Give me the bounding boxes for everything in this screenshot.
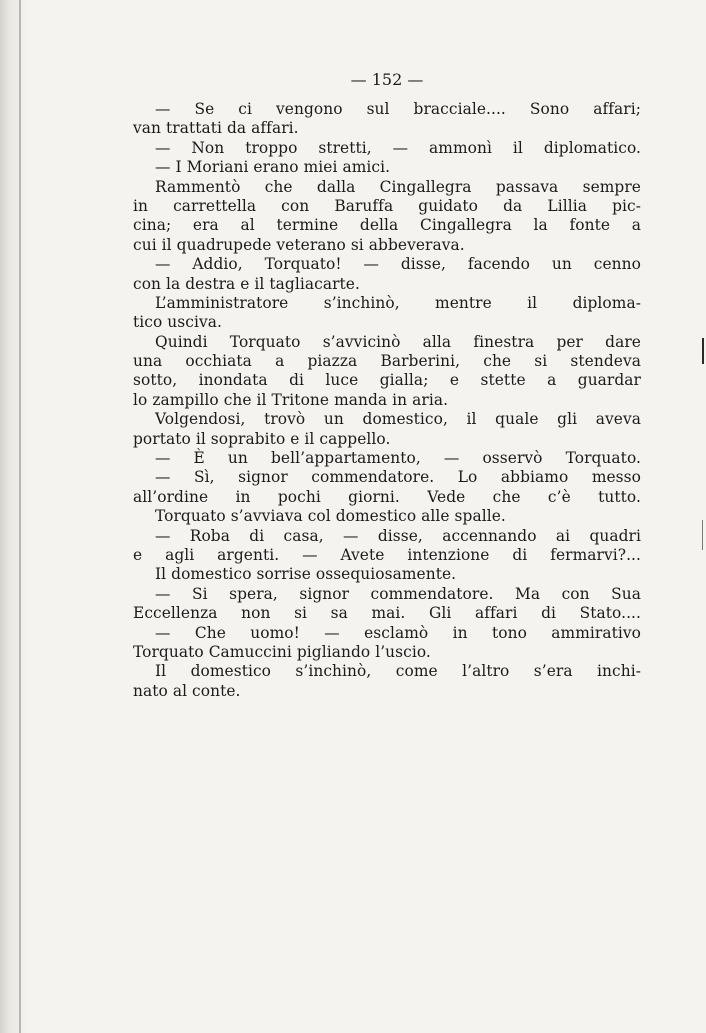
text-line: tico usciva. <box>133 313 222 332</box>
text-line: con la destra e il tagliacarte. <box>133 274 360 293</box>
page-number: — 152 — <box>350 70 424 89</box>
scan-edge-mark <box>702 338 704 364</box>
text-line: — Sì, signor commendatore. Lo abbiamo messo <box>155 468 641 487</box>
text-line: all’ordine in pochi giorni. Vede che c’è tutto. <box>133 487 641 506</box>
text-line: una occhiata a piazza Barberini, che si stendeva <box>133 352 641 371</box>
text-line: nato al conte. <box>133 681 241 700</box>
text-line: — Addio, Torquato! — disse, facendo un cenno <box>155 255 641 274</box>
page-binding-edge <box>0 0 28 1033</box>
text-line: sotto, inondata di luce gialla; e stette a guardar <box>133 371 641 390</box>
text-line: Volgendosi, trovò un domestico, il quale gli aveva <box>155 410 641 429</box>
scan-edge-mark <box>702 520 703 550</box>
text-line: in carrettella con Baruffa guidato da Lillia pic- <box>133 196 641 215</box>
body-text <box>133 100 641 701</box>
text-line: lo zampillo che il Tritone manda in aria. <box>133 390 449 409</box>
text-line: van trattati da affari. <box>133 119 299 138</box>
page-binding-shadow <box>19 0 21 1033</box>
text-line: Quindi Torquato s’avvicinò alla finestra per dare <box>155 332 641 351</box>
text-line: — Non troppo stretti, — ammonì il diplomatico. <box>155 138 641 157</box>
text-line: — I Moriani erano miei amici. <box>155 158 391 177</box>
text-line: cui il quadrupede veterano si abbeverava. <box>133 235 465 254</box>
text-line: — È un bell’appartamento, — osservò Torquato. <box>155 449 641 468</box>
text-line: Rammentò che dalla Cingallegra passava sempre <box>155 177 641 196</box>
text-line: L’amministratore s’inchinò, mentre il diploma- <box>155 293 641 312</box>
text-line: Torquato Camuccini pigliando l’uscio. <box>133 642 431 661</box>
text-line: portato il soprabito e il cappello. <box>133 429 391 448</box>
text-line: cina; era al termine della Cingallegra la fonte a <box>133 216 641 235</box>
text-line: — Se ci vengono sul bracciale.... Sono affari; <box>155 100 641 118</box>
text-line: e agli argenti. — Avete intenzione di fermarvi?... <box>133 545 641 564</box>
text-line: Eccellenza non si sa mai. Gli affari di Stato.... <box>133 604 641 623</box>
text-line: Torquato s’avviava col domestico alle spalle. <box>155 507 506 526</box>
text-line: — Si spera, signor commendatore. Ma con Sua <box>155 584 641 603</box>
text-line: Il domestico s’inchinò, come l’altro s’era inchi- <box>155 662 641 681</box>
text-line: Il domestico sorrise ossequiosamente. <box>155 565 457 584</box>
text-line: — Che uomo! — esclamò in tono ammirativo <box>155 623 641 642</box>
text-line: — Roba di casa, — disse, accennando ai quadri <box>155 526 641 545</box>
